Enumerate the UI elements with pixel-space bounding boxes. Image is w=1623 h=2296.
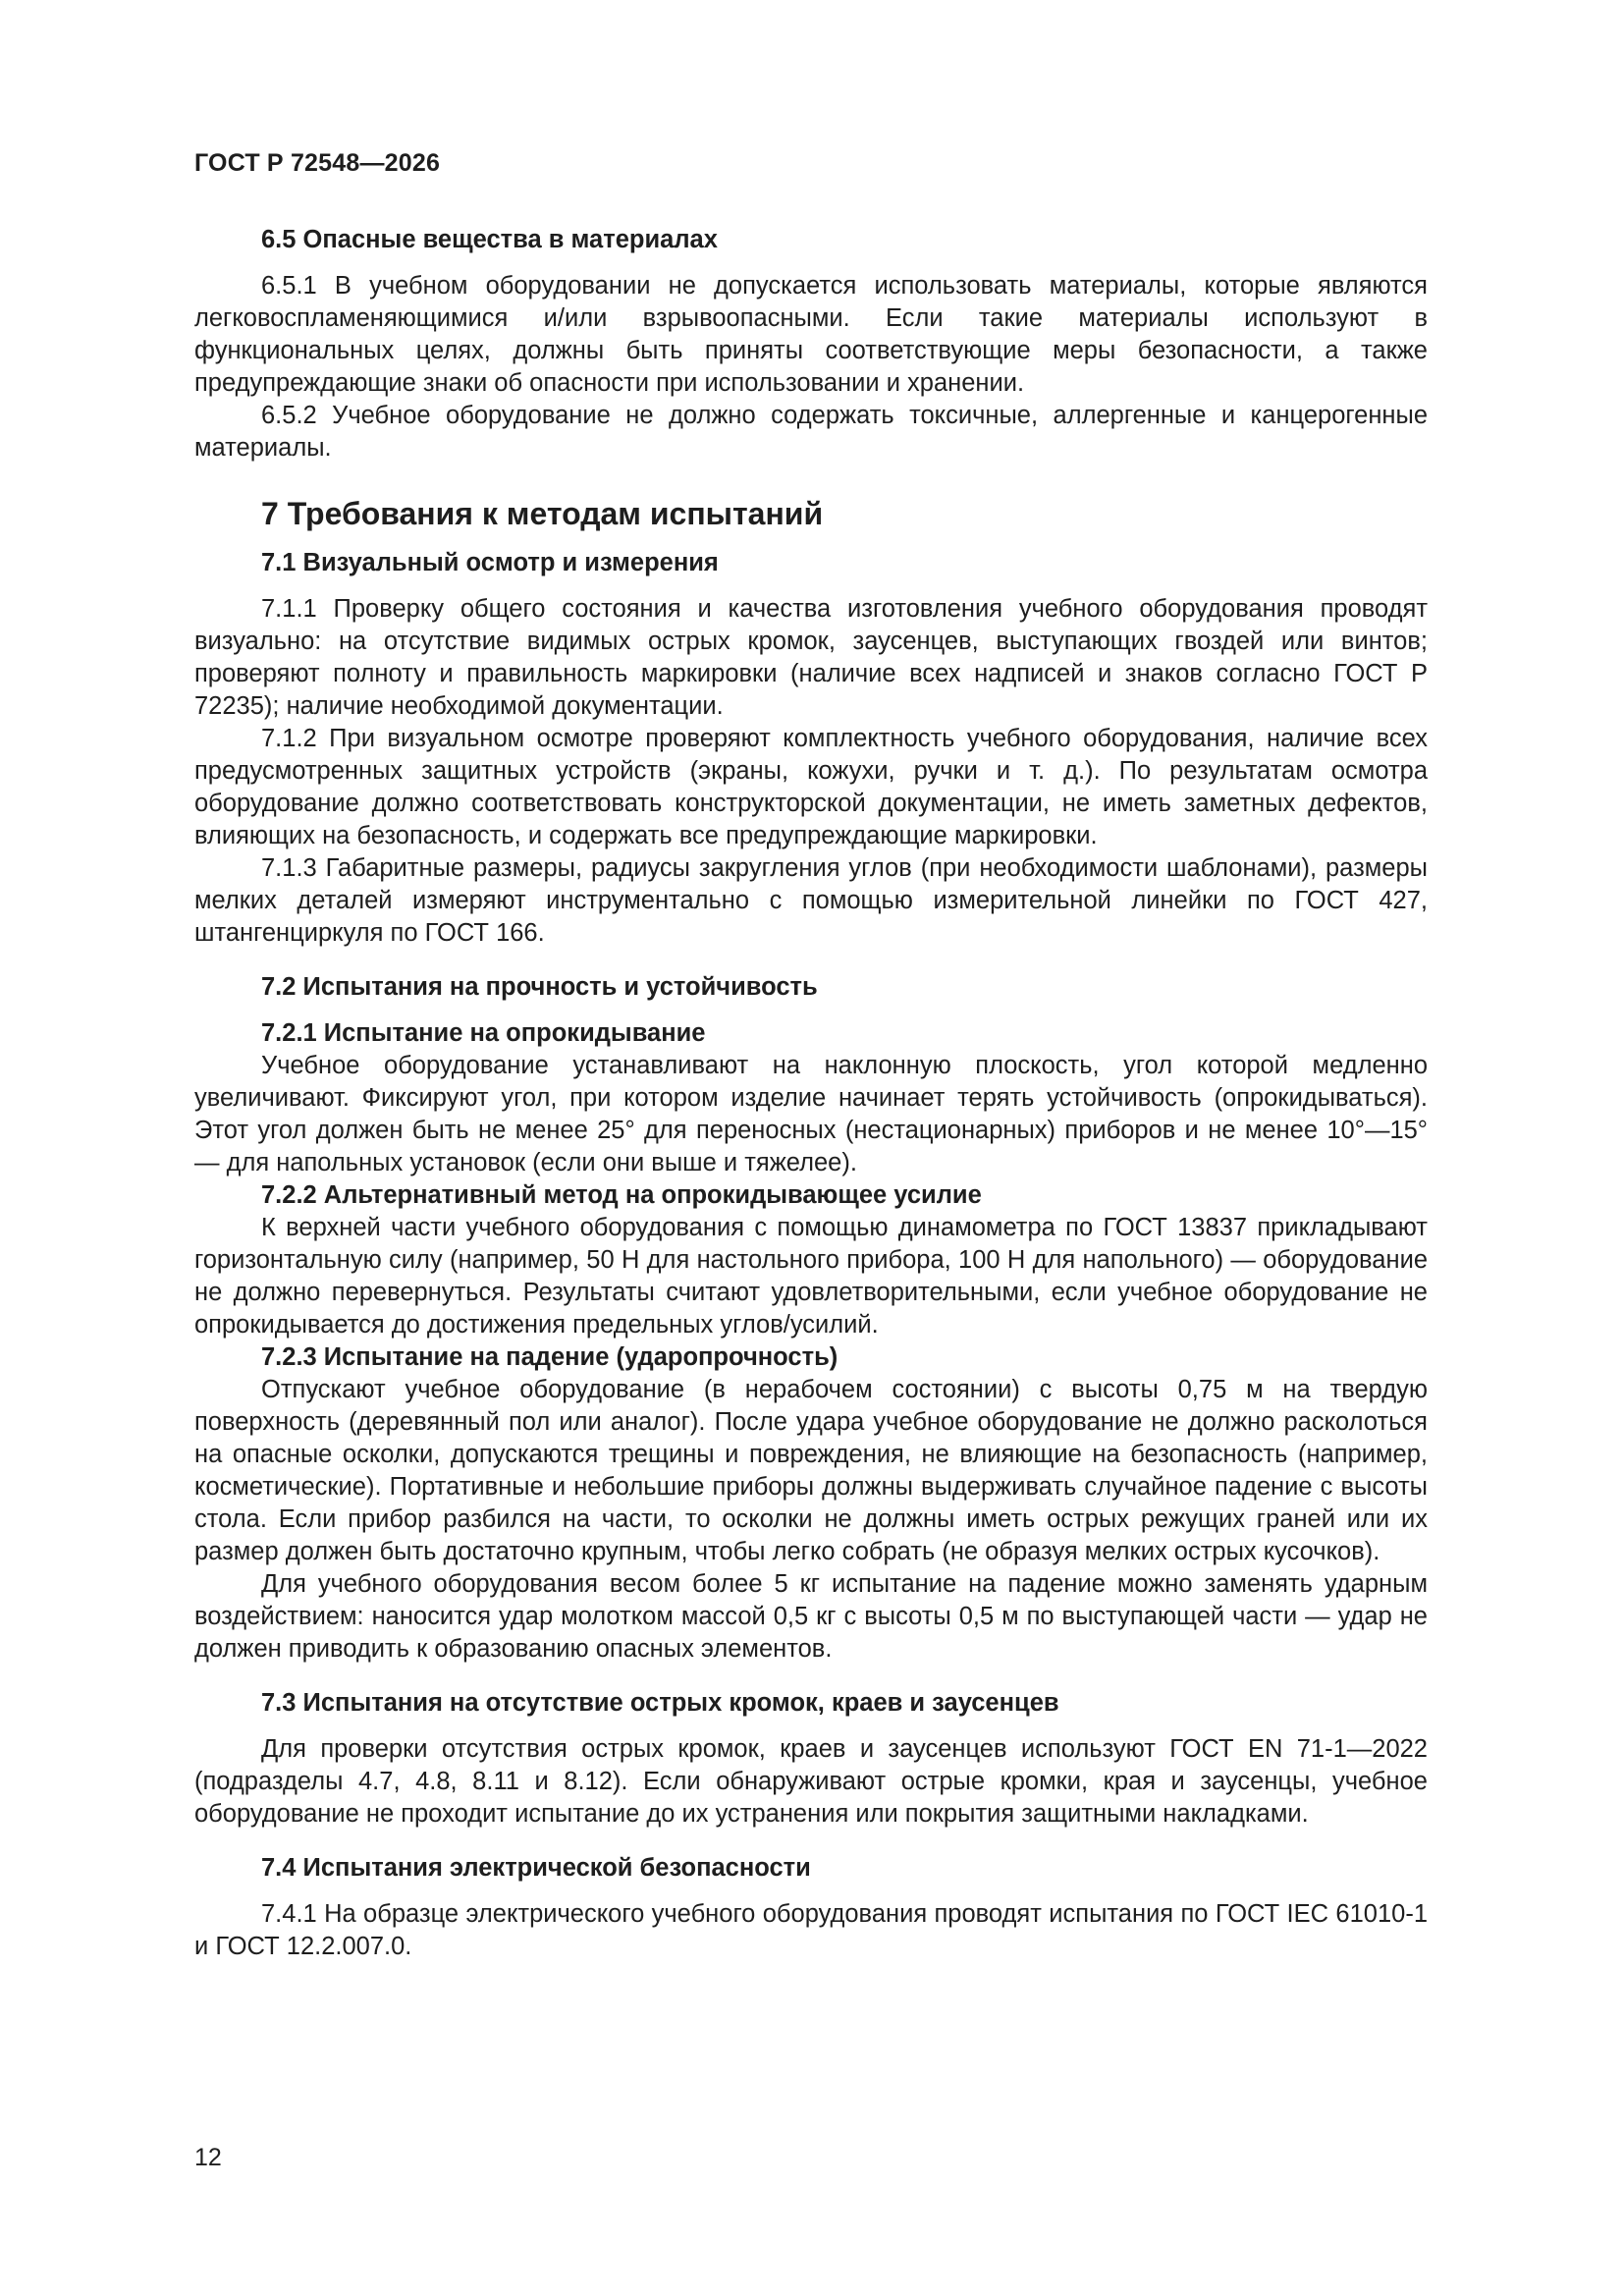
paragraph-7-1-2: 7.1.2 При визуальном осмотре проверяют комплектность учебного оборудования, наличие всех предусмотренных защитных устройств (экраны, кожухи, ручки и т. д.). По результатам осмотра оборудование должно соответствовать конструкторской документации, не иметь заметных дефектов, влияющих на безопасность, и содержать все предупреждающие маркировки. (194, 725, 1428, 849)
paragraph-6-5-2: 6.5.2 Учебное оборудование не должно содержать токсичные, аллергенные и канцерогенные материалы. (194, 402, 1428, 462)
section-7-1-title: 7.1 Визуальный осмотр и измерения (261, 549, 719, 576)
section-7-2-1-title: 7.2.1 Испытание на опрокидывание (261, 1019, 706, 1047)
section-7-4-title: 7.4 Испытания электрической безопасности (261, 1854, 811, 1882)
section-7-2-title: 7.2 Испытания на прочность и устойчивость (261, 973, 818, 1001)
document-body (194, 224, 1428, 1963)
section-7-2-2-title: 7.2.2 Альтернативный метод на опрокидывающее усилие (261, 1181, 982, 1209)
section-7-2-3-title: 7.2.3 Испытание на падение (ударопрочность) (261, 1343, 839, 1371)
document-header: ГОСТ Р 72548—2026 (194, 149, 441, 177)
section-7-title: 7 Требования к методам испытаний (261, 496, 824, 531)
paragraph-7-1-1: 7.1.1 Проверку общего состояния и качества изготовления учебного оборудования проводят визуально: на отсутствие видимых острых кромок, заусенцев, выступающих гвоздей или винтов; проверяют полноту и правильность маркировки (наличие всех надписей и знаков согласно ГОСТ Р 72235); наличие необходимой документации. (194, 595, 1428, 720)
section-6-5-title: 6.5 Опасные вещества в материалах (261, 226, 718, 253)
paragraph-7-4-1: 7.4.1 На образце электрического учебного оборудования проводят испытания по ГОСТ IEC 61010-1 и ГОСТ 12.2.007.0. (194, 1900, 1428, 1960)
paragraph-7-2-3-a: Отпускают учебное оборудование (в нерабочем состоянии) с высоты 0,75 м на твердую поверхность (деревянный пол или аналог). После удара учебное оборудование не должно расколоться на опасные осколки, допускаются трещины и повреждения, не влияющие на безопасность (например, косметические). Портативные и небольшие приборы должны выдерживать случайное падение с высоты стола. Если прибор разбился на части, то осколки не должны иметь острых режущих граней или их размер должен быть достаточно крупным, чтобы легко собрать (не образуя мелких острых кусочков). (194, 1376, 1428, 1565)
paragraph-7-3: Для проверки отсутствия острых кромок, краев и заусенцев используют ГОСТ EN 71-1—2022 (подразделы 4.7, 4.8, 8.11 и 8.12). Если обнаруживают острые кромки, края и заусенцы, учебное оборудование не проходит испытание до их устранения или покрытия защитными накладками. (194, 1735, 1428, 1828)
section-7-3-title: 7.3 Испытания на отсутствие острых кромок, краев и заусенцев (261, 1689, 1059, 1717)
paragraph-7-2-3-b: Для учебного оборудования весом более 5 кг испытание на падение можно заменять ударным воздействием: наносится удар молотком массой 0,5 кг с высоты 0,5 м по выступающей части — удар не должен приводить к образованию опасных элементов. (194, 1570, 1428, 1663)
paragraph-6-5-1: 6.5.1 В учебном оборудовании не допускается использовать материалы, которые являются легковоспламеняющимися и/или взрывоопасными. Если такие материалы используют в функциональных целях, должны быть приняты соответствующие меры безопасности, а также предупреждающие знаки об опасности при использовании и хранении. (194, 272, 1428, 397)
paragraph-7-2-1: Учебное оборудование устанавливают на наклонную плоскость, угол которой медленно увеличивают. Фиксируют угол, при котором изделие начинает терять устойчивость (опрокидываться). Этот угол должен быть не менее 25° для переносных (нестационарных) приборов и не менее 10°—15° — для напольных установок (если они выше и тяжелее). (194, 1052, 1428, 1176)
page-number: 12 (194, 2144, 222, 2171)
paragraph-7-1-3: 7.1.3 Габаритные размеры, радиусы закругления углов (при необходимости шаблонами), размеры мелких деталей измеряют инструментально с помощью измерительной линейки по ГОСТ 427, штангенциркуля по ГОСТ 166. (194, 854, 1428, 947)
paragraph-7-2-2: К верхней части учебного оборудования с помощью динамометра по ГОСТ 13837 прикладывают горизонтальную силу (например, 50 Н для настольного прибора, 100 Н для напольного) — оборудование не должно перевернуться. Результаты считают удовлетворительными, если учебное оборудование не опрокидывается до достижения предельных углов/усилий. (194, 1214, 1428, 1339)
